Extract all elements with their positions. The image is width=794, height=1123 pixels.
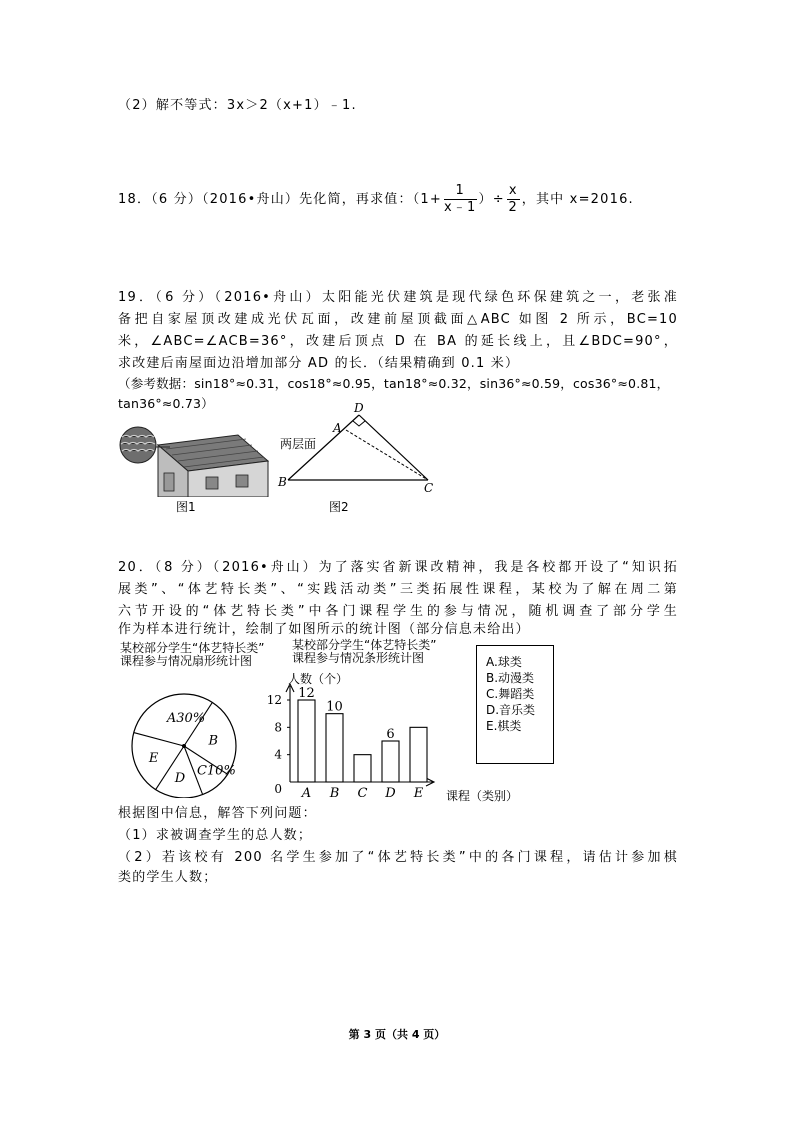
bar-chart-title-2: 课程参与情况条形统计图 — [292, 651, 425, 665]
bar-value-label-d: 6 — [386, 727, 395, 742]
bar-category-label-e: E — [413, 786, 424, 801]
point-d-label: D — [354, 402, 364, 415]
point-c-label: C — [424, 481, 434, 494]
fig1-caption: 图1 — [176, 500, 196, 514]
house-illustration — [118, 425, 270, 497]
legend-item-b: B.动漫类 — [486, 671, 535, 685]
legend-item-d: D.音乐类 — [486, 703, 536, 717]
bar-y-tick-label: 12 — [266, 693, 282, 707]
bar-y-axis-label: 人数（个） — [288, 672, 349, 686]
bar-chart-title-1: 某校部分学生“体艺特长类” — [292, 638, 437, 652]
bar-y-tick-label: 4 — [274, 747, 282, 762]
q20-after-line-4: 类的学生人数； — [118, 870, 218, 885]
q18-frac2-den: 2 — [508, 200, 519, 215]
q19-line-1: 19．（6 分）（2016•舟山）太阳能光伏建筑是现代绿色环保建筑之一，老张准 — [118, 290, 678, 305]
legend-item-c: C.舞蹈类 — [486, 687, 535, 701]
bar-value-label-a: 12 — [298, 686, 315, 701]
bar-y-tick-label: 0 — [274, 782, 282, 796]
bar-y-tick-label: 8 — [274, 720, 282, 735]
q18-frac1-den: x﹣1 — [443, 200, 477, 215]
pie-chart-title-2: 课程参与情况扇形统计图 — [120, 654, 253, 668]
fig2-caption: 图2 — [329, 500, 349, 514]
q20-line-2: 展类”、“体艺特长类”、“实践活动类”三类拓展性课程，某校为了解在周二第 — [118, 582, 678, 597]
bar-x-axis-label: 课程（类别） — [446, 789, 519, 803]
q18-header: 18．（6 分）（2016•舟山）先化简，再求值： — [118, 192, 413, 207]
bar-d — [382, 741, 399, 782]
q20-line-1: 20．（8 分）（2016•舟山）为了落实省新课改精神，我是各校都开设了“知识拓 — [118, 560, 678, 575]
bar-value-label-b: 10 — [326, 699, 343, 715]
pie-slice-label-e: E — [148, 751, 159, 767]
page-footer: 第 3 页（共 4 页） — [348, 1028, 446, 1041]
point-b-label: B — [278, 475, 287, 489]
point-a-label: A — [333, 421, 342, 435]
q17-part2 — [118, 96, 678, 116]
bar-c — [354, 755, 371, 782]
q18-expr-mid: ）÷ — [478, 192, 505, 207]
q19-line-2: 备把自家屋顶改建成光伏瓦面，改建前屋顶截面△ABC 如图 2 所示，BC=10 — [118, 312, 678, 327]
q17-part2-expr: 3x＞2（x+1）﹣1. — [226, 98, 357, 113]
pie-slice-label-b: B — [208, 733, 219, 749]
q18-fraction-2 — [507, 183, 520, 216]
q20-line-4: 作为样本进行统计，绘制了如图所示的统计图（部分信息未给出） — [118, 622, 530, 637]
legend-item-a: A.球类 — [486, 655, 522, 669]
bar-category-label-d: D — [385, 786, 396, 801]
q19-line-3: 米，∠ABC=∠ACB=36°，改建后顶点 D 在 BA 的延长线上，且∠BDC=90°， — [118, 334, 678, 349]
bar-e — [410, 727, 427, 782]
bar-a — [298, 700, 315, 782]
q19-line-4: 求改建后南屋面边沿增加部分 AD 的长．（结果精确到 0.1 米） — [118, 356, 520, 371]
bar-category-label-b: B — [329, 786, 340, 801]
q17-part2-label: （2）解不等式： — [118, 98, 227, 113]
bar-category-label-a: A — [301, 786, 312, 801]
pie-chart — [126, 690, 242, 798]
q19-line-6: tan36°≈0.73） — [118, 396, 214, 411]
pie-slice-label-a: A30% — [166, 710, 206, 726]
q20-line-3: 六节开设的“体艺特长类”中各门课程学生的参与情况，随机调查了部分学生 — [118, 604, 678, 619]
pie-slice-edge-a — [134, 733, 184, 746]
q18-frac1-num: 1 — [444, 183, 477, 200]
q20-after-line-3: （2）若该校有 200 名学生参加了“体艺特长类”中的各门课程，请估计参加棋 — [118, 850, 678, 865]
q20-after-line-2: （1）求被调查学生的总人数； — [118, 828, 313, 843]
q18-expr-tail: ，其中 x=2016. — [521, 192, 634, 207]
bar-chart — [266, 670, 476, 804]
legend-item-e: E.棋类 — [486, 719, 522, 733]
q18-frac2-num: x — [508, 183, 518, 198]
pie-chart-title-1: 某校部分学生“体艺特长类” — [120, 641, 265, 655]
pie-slice-label-d: D — [174, 771, 186, 787]
q18 — [118, 182, 678, 218]
q18-expr-open: （1+ — [412, 192, 442, 207]
bar-b — [326, 714, 343, 782]
q20-after-line-1: 根据图中信息，解答下列问题： — [118, 806, 317, 821]
pie-slice-label-c: C10% — [196, 763, 236, 779]
bar-category-label-c: C — [357, 786, 368, 801]
q18-fraction-1 — [444, 183, 477, 216]
fig2-side-label: 两层面 — [280, 437, 317, 451]
q19-line-5: （参考数据：sin18°≈0.31，cos18°≈0.95，tan18°≈0.32，sin36°≈0.59，cos36°≈0.81， — [118, 376, 670, 391]
legend-box — [476, 645, 554, 764]
